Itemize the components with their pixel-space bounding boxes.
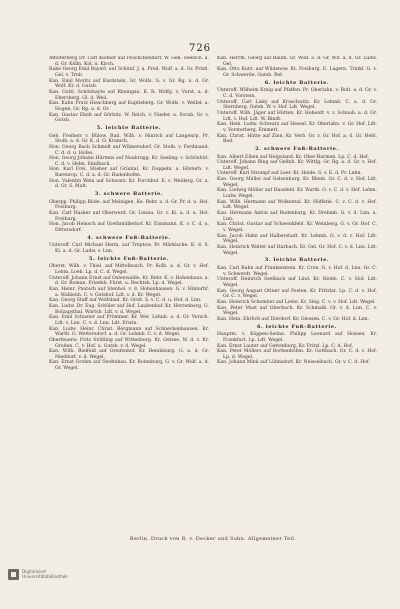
register-entry: Kan. Ludw. Dr. Eug. Schüler auf Hof. Laubenhof. Kr. Herrenberg. G. Bolzapsthal. Wartsb. Ldt. v. d. Wegel. — [49, 303, 209, 315]
register-entry: Hauptm. v. Köppen-Sedan. Philipp Leonard auf Hossen. Kr. Frankfurt. Lp. Ldt. Wegel. — [217, 332, 377, 343]
register-entry: Hon. Karl Frei. Stieber auf Grüntal. Kr. Doppeln. a. Hinterh. v. Barenrop. C. d. a. d. Gr. Rudenhofen. — [49, 167, 209, 179]
digitization-label — [22, 569, 68, 579]
register-entry: Kan. Ernst Grohm auf Stedtehau. Kr. Rotenburg. G. v. Gr. Wolf. a. d. Gr. Wegel. — [49, 360, 209, 372]
right-column — [217, 56, 377, 534]
register-entry: Kan. Hein. Ludw. Schwarz auf Hessel. Kr. Oberlahn. v. Gr. Hof. Ldt. v. Vorsterberg. Emmerl. — [217, 122, 377, 133]
register-entry: Kan. Georg August Ottner auf Festen. Kr. Fritzlar. Lp. C. d. v. Hof. Gr. C. v. Wegel. — [217, 288, 377, 300]
register-entry: Unteroff. Heinrich Seelbach auf Lind. Kr. Heide. C. v. Hof. Ldt. Wegel. — [217, 277, 377, 288]
section-heading: 4. schwere Fuß-Batterie. — [87, 234, 171, 241]
register-entry: Kan. Kahn Prutz Hieschberg auf Kuptieberg. Gr. Wolfs. v. Welbd. a. Hogen. Gr. Rg. u. d. Gr. — [49, 101, 209, 112]
register-entry: Unteroff. Carl Lisky auf Kroschwitz. Kr. Lehmb. C. a. d. Gr. Sternberg. Gutsb. W. v. Hof. Ldt. Wegel. — [217, 99, 377, 111]
register-entry: Unteroff. Wilh. Jäger auf Hütten. Kr. Hohenfr. v. v. Schnab. a. d. Gr. Ldt. v. Hof. Ldt. W. Bindt. — [217, 110, 377, 122]
register-entry: Kan. Georg Staff auf Wolfsbad. Kr. Groß. S. v. C. d. u. Hof. d. Lnn. — [49, 298, 202, 304]
digitization-stamp — [8, 563, 80, 585]
register-entry: Hon. Jacob Heinsch auf Grethmüllerhof. Kr. Eissmann. K. v. C. d. u. Dittersdorf. — [49, 222, 209, 234]
register-entry: Kan. Carl Hasker auf Oberwerd. Gr. Lissau. Gr. v. Ki. a. d. u. Hol. Freiburg. — [49, 211, 209, 222]
register-entry: Kan. Wilh. Bielfeld auf Greifenhof. Kr. Rendsburg. G. a. d. Gr. Nieddorf. v. d. Wegel. — [49, 349, 209, 360]
register-entry: Oberpp. Philipp Rüde. auf Meinigen. Ke. Bebr. a. d. Gr. Pr. d. u. Hol. Freiburg. — [49, 199, 209, 211]
register-entry: Kan. Ludw. Heinr. Christ. Bergmann auf Schneckenhausen. Kr. Wartb. G. Wettersdorf. a. d. Gr. Lehmb. C. v. d. Wegel. — [49, 326, 209, 338]
register-entry: Kan. Emil Moritz auf Kurdstein, Gr. Wolfs. G. v. Gr. Rg. u. d. Gr. Wolf. Kr. d. Gutsb. — [49, 78, 209, 90]
register-entry: Kan. Peter Möllers auf Borhenhöfen. Kr. Gottbach. Gr. C. d. v. Hof. Lp. d. Wegel. — [217, 349, 377, 360]
register-entry: Hon. Georg Johann Hürtens auf Neubrugg. Kr. Seeling. v. Schönhüt. C. d. v. Helm. Emilbach. — [49, 156, 209, 167]
digitized-line-2: Universitätsbibliothek — [22, 574, 68, 579]
register-entry: Kan. Wilh. Hermann auf Wolkental. Kr. Hüffenb. C. v. C. d. v. Hof. Ldt. Wegel. — [217, 199, 377, 211]
section-heading: 6. leichte Fuß-Batterie. — [257, 323, 337, 330]
register-entry: Unteroff. Karl Strumpf auf Leer. Kr. Heide. S. v. E. d. Pr. Lehn. — [217, 171, 362, 177]
register-entry: Unteroff. Johann Ernst auf Ostenwalde. Kr. Bebr. K. v. Hohenhaus. a. d. Gr. Roman. Friedeb. Fürst. u. Rechtsb. Lp. d. Wegel. — [49, 275, 209, 287]
register-entry: Kan. Peter Mast auf Oberbach. Kr. Schmalk. Gr. v. d. Lnn. C. v. Wegel. — [217, 305, 377, 317]
library-logo-icon — [8, 569, 19, 580]
register-entry: Kan. Emil Schuster auf Prömmer. Kr. Wer. Lehnb. a. d. Gr. Vorsch. Ldt. v. Lnn. C. v. d. Lnn. Ldt. Erwin. — [49, 315, 209, 326]
digitized-line-1: Digitalisiert — [22, 569, 47, 574]
register-entry: Kan. Otto Kurz. auf Wildenow. Kr. Freiburg. E. Lagern. Trinkl. G. v. Gr. Schwerde. Gutsb. Bef. — [217, 67, 377, 78]
text-columns — [49, 56, 377, 534]
register-entry: Geb. Freiherr v. Bülow, Rud. Wilh. v. Hinrich auf Langenrp. Pr. Stolb. a. d. Gr. K. d. O. Kranich. — [49, 133, 209, 145]
register-entry: Kan. Carl Ruhn auf Frankenstein. Kr. Cron. G. v. Hof. d. Lnn. Gr. C. v. Schwerdt. Wegel. — [217, 265, 377, 277]
register-entry: Kan. Hein. Ehrlich auf Dierdorf. Kr. Glessen. C. v. Gr. Hof. d. Lnn. — [217, 316, 370, 322]
register-entry: Kan. Gottl. Schönhayte auf Rheingau. K. R. Wolfg. v. Vorst. a. d. Ebersberg. Gl. d. Weil. — [49, 89, 209, 101]
page-number: 726 — [188, 43, 212, 54]
section-heading: 6. leichte Batterie. — [264, 79, 330, 86]
register-entry: Kan. Gustav Ebelt auf Görbitz. W. Reich. v. Nieder. a. Sorab. Gr. v. Gutsb. — [49, 112, 209, 124]
section-heading: 3. schwere Batterie. — [94, 191, 164, 198]
section-heading: 5. leichte Batterie. — [96, 124, 162, 131]
register-entry: Kan. Heinr. Pautsch auf Stenhol. v. d. Hohenhausen. G. v. Hinterhf. a. Wahlenh. C. v. Gutshof. Ldt. v. d. Kr. Wegel. — [49, 286, 209, 298]
register-entry: Kan. Heinrich Walter auf Harbach. Kr. Gel. Gr. Hof. C. v. d. Lnn. Ldt. Wegel. — [217, 245, 377, 256]
section-heading: 3. leichte Batterie. — [264, 257, 330, 264]
register-entry: Kan. Herrm. Georg auf Baum. Gr. Wolf. a. d. Gr. Wit. a. d. Gr. Ludw. Gel. — [217, 56, 377, 67]
section-heading: 2. schwere Fuß-Batterie. — [255, 145, 339, 152]
register-entry: Oberfeuerw. Fritz Stößling auf Wittenberg. Kr. Ostsee. W. d. v. Kr. Großen. C. v. Hof. u. Gutsb. v. d. Wegel. — [49, 337, 209, 349]
register-entry: Hon. Valentin Wein auf Schwarz. Kr. Forchhof. E. v. Weiderg. Gr. a. d. Gr. S. Malt. — [49, 178, 209, 190]
register-entry: Kan. Christ. Hütte auf Zinn. Kr. Verb. Gr. v. Gr. Hof. a. d. Gr. Hehl. Bad. — [217, 133, 377, 145]
register-entry: Kan. Christ. Gustav auf Schwenkfeld. Kr. Weinberg. G. v. Gr. Hof. C. v. Wegel. — [217, 222, 377, 234]
register-entry: Kan. Georg Müller auf Gelsenburg. Kr. Rhein. Gr. C. d. v. Hof. Ldt. Wegel. — [217, 177, 377, 188]
register-entry: Hon. Georg Bach Schmidt auf Wilmersdorf. Gr. Stolb. v. Ferdinand. C. d. d. u. Hofes. — [49, 144, 209, 156]
register-entry: Kan. Albert Eiben auf Helgoland. Kr. Ober-Barmen. Lp. C. d. Hof. — [217, 154, 369, 160]
register-entry: Kan. Hermann Anton auf Rudenburg. Kr. Drehmb. G. v. d. Lnn. a. Lnn. — [217, 211, 377, 222]
register-entry: Kan. Jacob Hahn auf Halberstadt. Kr. Lehmb. G. v. d. v. Hof. Ldt. Wegel. — [217, 233, 377, 245]
register-entry: Unteroff. Carl Michael Herm. auf Treptow. Pr. Märkische. K. d. S. Ki. a. d. Gr. Ludw. v. Lnn. — [49, 243, 209, 254]
page-footer: Berlin, Druck von R. v. Decker und Sohn. Allgemeiner Teil. — [129, 536, 297, 542]
register-entry: Unteroff. Johann Ring auf Gellnh. Kr. Wittlg. Gr. Rg. a. d. Gr. v. Hof. Ldt. Wegel. — [217, 160, 377, 171]
register-entry: Kan. Heinrich Schomber auf Liebe. Kr. Sieg. C. v. v. Hof. Ldt. Wegel. — [217, 299, 376, 305]
register-entry: Kan. Johann Mink auf Lühnsdorf. Kr. Neisselbach. Gr. v. C. d. Hof. — [217, 360, 371, 366]
section-heading: 5. leichte Fuß-Batterie. — [89, 255, 169, 262]
register-entry: Kan. Ludwig Möller auf Hassfeld. Kr. Wartb. G. v. C. d. v. Hof. Lehm. Ludw. Wegel. — [217, 188, 377, 200]
register-entry: Affolterberg Dr. Carl Kollner auf Pöschchendorf. W. Gen. Seelsch. a. d. Gr. Kölln. Kol. u. Kirch. — [49, 56, 209, 67]
register-entry: Oberst. Wilh. v. Thiel. auf Mittelbusch. Pr. Kolb. a. d. Gr. v. Hof. Lehm. Loeb. Lp. d. C. d. Wegel. — [49, 264, 209, 275]
left-column — [49, 56, 209, 534]
register-entry: Kan. Ernst Lauter auf Gettenburg. Kr. Fritzl. Lp. C. d. Hof. — [217, 343, 354, 349]
register-entry: Rahe Georg Emil Bayerl. auf Schönf. J. u. Pred. Wolf. a. d. Gr. Pristl. Gel. v. Trnb. — [49, 67, 209, 78]
register-entry: Unteroff. Wilhelm Kraig auf Pfaffen. Pr. Oberlahn. v. Rutl. a. d. Gr. v. C. d. Vorstein. — [217, 88, 377, 99]
